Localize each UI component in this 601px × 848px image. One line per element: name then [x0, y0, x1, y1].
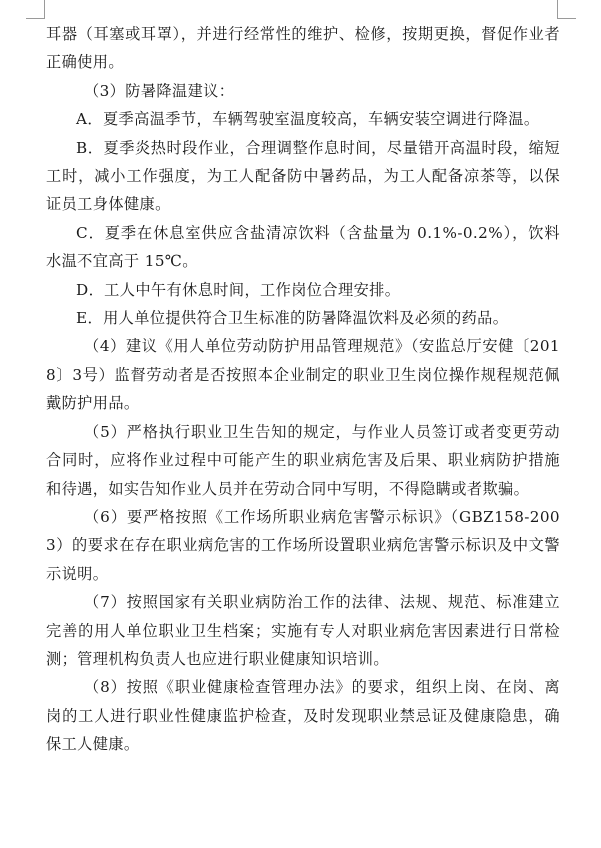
- paragraph-recommendation-5: （5）严格执行职业卫生告知的规定，与作业人员签订或者变更劳动合同时，应将作业过程中可能产生的职业病危害及后果、职业病防护措施和待遇，如实告知作业人员并在劳动合同中写明，不得隐瞒或者欺骗。: [46, 422, 560, 498]
- paragraph-item-e: E．用人单位提供符合卫生标准的防暑降温饮料及必须的药品。: [76, 309, 509, 328]
- paragraph-recommendation-7: （7）按照国家有关职业病防治工作的法律、法规、规范、标准建立完善的用人单位职业卫生档案；实施有专人对职业病危害因素进行日常检测；管理机构负责人也应进行职业健康知识培训。: [46, 593, 560, 668]
- paragraph-heatstroke-heading: （3）防暑降温建议：: [84, 81, 235, 100]
- corner-crop-mark-left: [26, 0, 45, 19]
- paragraph-ear-protection: 耳器（耳塞或耳罩），并进行经常性的维护、检修，按期更换，督促作业者正确使用。: [46, 25, 560, 72]
- paragraph-item-d: D．工人中午有休息时间，工作岗位合理安排。: [76, 280, 401, 299]
- paragraph-item-c: C．夏季在休息室供应含盐清凉饮料（含盐量为 0.1%-0.2%），饮料水温不宜高于 15℃。: [46, 223, 560, 271]
- corner-crop-mark-right: [557, 0, 576, 19]
- document-page: [46, 20, 560, 759]
- paragraph-recommendation-6: （6）要严格按照《工作场所职业病危害警示标识》（GBZ158-2003）的要求在存在职业病危害的工作场所设置职业病危害警示标识及中文警示说明。: [46, 507, 560, 583]
- paragraph-recommendation-4: （4）建议《用人单位劳动防护用品管理规范》（安监总厅安健〔2018〕3号）监督劳动者是否按照本企业制定的职业卫生岗位操作规程规范佩戴防护用品。: [46, 337, 560, 413]
- paragraph-item-a: A．夏季高温季节，车辆驾驶室温度较高，车辆安装空调进行降温。: [76, 110, 540, 129]
- paragraph-recommendation-8: （8）按照《职业健康检查管理办法》的要求，组织上岗、在岗、离岗的工人进行职业性健康监护检查，及时发现职业禁忌证及健康隐患，确保工人健康。: [46, 678, 560, 754]
- paragraph-item-b: B．夏季炎热时段作业，合理调整作息时间，尽量错开高温时段，缩短工时，减小工作强度，为工人配备防中暑药品，为工人配备凉茶等，以保证员工身体健康。: [46, 138, 560, 214]
